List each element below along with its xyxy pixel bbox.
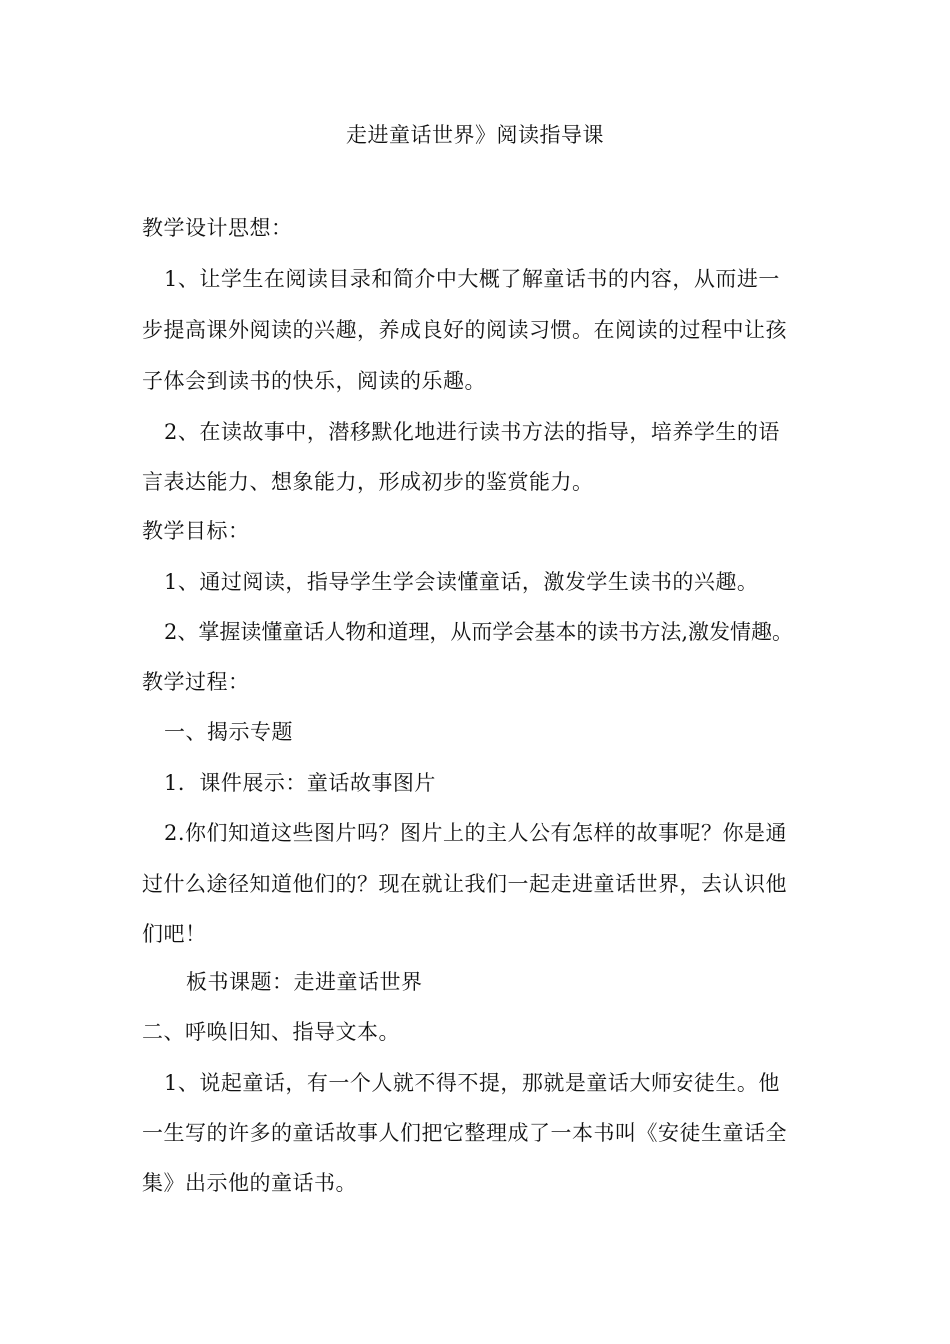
paragraph-line: 们吧！ (142, 922, 207, 946)
paragraph-line: 板书课题：走进童话世界 (186, 970, 423, 994)
paragraph-line: 2、在读故事中，潜移默化地进行读书方法的指导，培养学生的语 (164, 420, 780, 444)
paragraph-line: 步提高课外阅读的兴趣，养成良好的阅读习惯。在阅读的过程中让孩 (142, 318, 787, 342)
paragraph-line: 过什么途径知道他们的？现在就让我们一起走进童话世界，去认识他 (142, 872, 787, 896)
section-heading-process: 教学过程： (142, 670, 250, 694)
paragraph-line: 2.你们知道这些图片吗？图片上的主人公有怎样的故事呢？你是通 (164, 821, 788, 845)
paragraph-line: 1．课件展示：童话故事图片 (164, 771, 436, 795)
section-heading-goals: 教学目标： (142, 519, 250, 543)
section-heading-part-two: 二、呼唤旧知、指导文本。 (142, 1020, 400, 1044)
paragraph-line: 1、通过阅读，指导学生学会读懂童话，激发学生读书的兴趣。 (164, 570, 759, 594)
paragraph-line: 集》出示他的童话书。 (142, 1171, 357, 1195)
document-title: 走进童话世界》阅读指导课 (346, 123, 604, 147)
paragraph-line: 一、揭示专题 (164, 720, 293, 744)
paragraph-line: 言表达能力、想象能力，形成初步的鉴赏能力。 (142, 470, 594, 494)
paragraph-line: 子体会到读书的快乐，阅读的乐趣。 (142, 369, 486, 393)
paragraph-line: 1、让学生在阅读目录和简介中大概了解童话书的内容，从而进一 (164, 267, 780, 291)
paragraph-line: 一生写的许多的童话故事人们把它整理成了一本书叫《安徒生童话全 (142, 1121, 787, 1145)
section-heading-design: 教学设计思想： (142, 216, 293, 240)
paragraph-line: 2、掌握读懂童话人物和道理，从而学会基本的读书方法,激发情趣。 (164, 620, 794, 644)
paragraph-line: 1、说起童话，有一个人就不得不提，那就是童话大师安徒生。他 (164, 1071, 780, 1095)
